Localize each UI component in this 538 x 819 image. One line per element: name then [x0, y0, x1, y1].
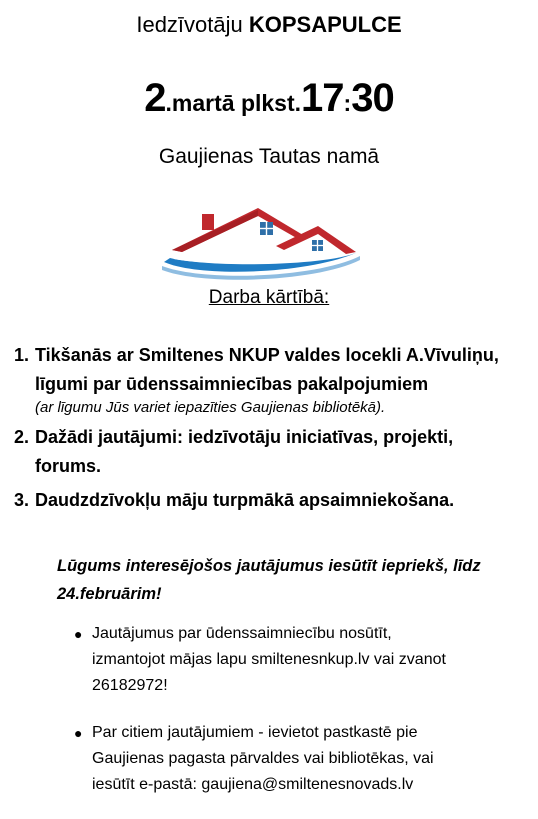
date-colon: :	[343, 90, 352, 116]
agenda-item-text: Tikšanās ar Smiltenes NKUP valdes locekli A.Vīvuliņu,	[35, 345, 499, 365]
agenda-item-text: līgumi par ūdenssaimniecības pakalpojumiem	[35, 374, 429, 394]
list-item-text: Par citiem jautājumiem - ievietot pastkastē pie Gaujienas pagasta pārvaldes vai bibliotēkas, vai iesūtīt e-pastā: gaujiena@smiltenesnovads.lv	[92, 724, 434, 793]
request-note	[57, 552, 527, 608]
agenda-item-number: 1.	[14, 345, 30, 365]
date-text: .martā plkst.	[165, 90, 302, 116]
agenda-item-note: (ar līgumu Jūs variet iepazīties Gaujienas bibliotēkā).	[35, 399, 386, 416]
date-day: 2	[144, 76, 166, 120]
agenda-list	[14, 341, 534, 520]
bullet-icon: ●	[74, 725, 83, 741]
request-line: 24.februārim!	[57, 585, 162, 603]
date-minutes: 30	[351, 76, 394, 120]
contact-list	[74, 621, 534, 819]
title-bold: KOPSAPULCE	[248, 12, 402, 37]
house-roof-logo-icon	[160, 208, 362, 280]
bullet-icon: ●	[74, 626, 83, 642]
page-title	[0, 12, 538, 38]
list-item	[74, 720, 534, 798]
agenda-item-text: Daudzdzīvokļu māju turpmākā apsaimniekošana.	[35, 490, 455, 510]
date-hour: 17	[301, 76, 344, 120]
list-item-text: Jautājumus par ūdenssaimniecību nosūtīt, izmantojot mājas lapu smiltenesnkup.lv vai zvanot 26182972!	[92, 625, 446, 694]
title-prefix: Iedzīvotāju	[136, 12, 249, 37]
agenda-heading: Darba kārtībā:	[208, 287, 330, 308]
agenda-item-text: Dažādi jautājumi: iedzīvotāju iniciatīvas, projekti,	[35, 427, 454, 447]
agenda-item	[14, 423, 534, 481]
agenda-item-text: forums.	[35, 456, 102, 476]
agenda-item	[14, 341, 534, 418]
agenda-item-number: 3.	[14, 490, 30, 510]
meeting-place: Gaujienas Tautas namā	[158, 145, 380, 168]
agenda-item	[14, 486, 534, 515]
request-line: Lūgums interesējošos jautājumus iesūtīt iepriekš, līdz	[57, 557, 481, 575]
list-item	[74, 621, 534, 699]
agenda-item-number: 2.	[14, 427, 30, 447]
meeting-date	[0, 74, 538, 131]
